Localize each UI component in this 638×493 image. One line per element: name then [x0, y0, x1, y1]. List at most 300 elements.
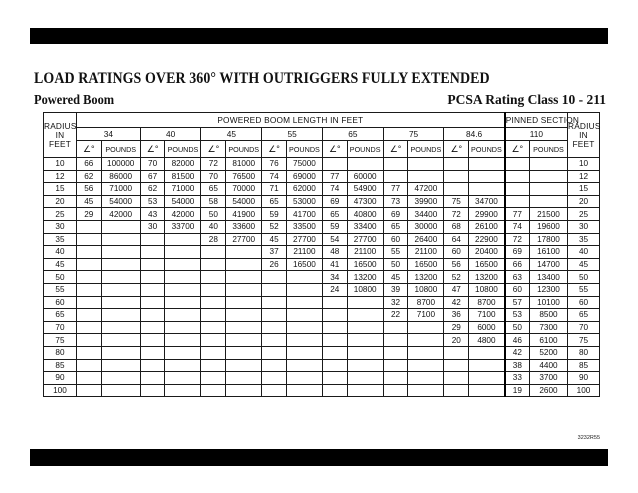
table-row [44, 309, 600, 322]
load-cell: 29900 [469, 208, 505, 221]
load-cell [286, 384, 322, 397]
page-title: LOAD RATINGS OVER 360° WITH OUTRIGGERS FULLY EXTENDED [34, 70, 490, 87]
radius-cell: 25 [44, 208, 77, 221]
angle-cell [383, 359, 408, 372]
radius-cell: 12 [44, 170, 77, 183]
angle-cell: 34 [322, 271, 347, 284]
load-cell: 4800 [469, 334, 505, 347]
load-cell [101, 321, 140, 334]
table-row [44, 384, 600, 397]
load-cell [165, 372, 201, 385]
angle-cell [322, 296, 347, 309]
load-cell: 20400 [469, 246, 505, 259]
load-cell [408, 170, 444, 183]
angle-cell: 59 [262, 208, 287, 221]
table-row [44, 220, 600, 233]
load-cell: 7100 [469, 309, 505, 322]
radius-cell: 90 [44, 372, 77, 385]
angle-cell [383, 170, 408, 183]
angle-cell [383, 372, 408, 385]
angle-cell: 36 [444, 309, 469, 322]
load-cell [286, 271, 322, 284]
load-cell: 47200 [408, 183, 444, 196]
table-row [44, 296, 600, 309]
angle-cell: 33 [505, 372, 530, 385]
load-cell: 13200 [408, 271, 444, 284]
angle-cell [262, 283, 287, 296]
pounds-header: POUNDS [286, 141, 322, 158]
angle-cell [201, 309, 226, 322]
angle-cell [76, 246, 101, 259]
radius-cell-right: 65 [568, 309, 600, 322]
angle-cell: 50 [383, 258, 408, 271]
load-cell [101, 296, 140, 309]
load-cell [529, 158, 567, 171]
load-cell: 16500 [469, 258, 505, 271]
load-cell [529, 195, 567, 208]
angle-cell [76, 359, 101, 372]
angle-cell: 77 [383, 183, 408, 196]
angle-cell [383, 384, 408, 397]
angle-cell [76, 384, 101, 397]
load-cell [286, 334, 322, 347]
load-cell [347, 346, 383, 359]
load-cell: 71000 [165, 183, 201, 196]
angle-cell: 72 [444, 208, 469, 221]
load-cell [101, 271, 140, 284]
angle-cell: 66 [505, 258, 530, 271]
boom-angle-icon: ∠° [511, 143, 524, 154]
rating-class: PCSA Rating Class 10 - 211 [447, 92, 606, 107]
load-cell [226, 283, 262, 296]
angle-cell: 29 [444, 321, 469, 334]
load-cell [165, 283, 201, 296]
load-cell [165, 246, 201, 259]
load-cell: 10800 [469, 283, 505, 296]
angle-cell: 65 [201, 183, 226, 196]
angle-cell: 32 [383, 296, 408, 309]
radius-cell: 20 [44, 195, 77, 208]
angle-cell [383, 334, 408, 347]
load-cell: 41700 [286, 208, 322, 221]
load-cell: 33500 [286, 220, 322, 233]
angle-cell [76, 258, 101, 271]
radius-cell: 80 [44, 346, 77, 359]
angle-cell: 47 [444, 283, 469, 296]
load-cell: 26100 [469, 220, 505, 233]
angle-cell: 50 [201, 208, 226, 221]
boom-angle-icon: ∠° [450, 143, 463, 154]
load-cell [226, 334, 262, 347]
table-row [44, 246, 600, 259]
load-cell: 8500 [529, 309, 567, 322]
load-cell [101, 334, 140, 347]
load-cell: 10800 [408, 283, 444, 296]
load-cell [165, 233, 201, 246]
load-cell: 81000 [226, 158, 262, 171]
load-cell [529, 170, 567, 183]
angle-cell [444, 372, 469, 385]
load-cell [347, 296, 383, 309]
table-row [44, 334, 600, 347]
angle-cell: 68 [444, 220, 469, 233]
radius-cell-right: 35 [568, 233, 600, 246]
reference-code: 3232R55 [577, 435, 600, 441]
radius-cell-right: 45 [568, 258, 600, 271]
load-cell: 39900 [408, 195, 444, 208]
angle-cell: 56 [444, 258, 469, 271]
angle-cell [262, 296, 287, 309]
angle-cell: 64 [444, 233, 469, 246]
load-cell: 76500 [226, 170, 262, 183]
boom-length-110: 110 [505, 128, 568, 141]
load-cell: 21100 [347, 246, 383, 259]
angle-cell: 20 [444, 334, 469, 347]
angle-cell [444, 158, 469, 171]
angle-cell: 37 [262, 246, 287, 259]
angle-cell [140, 359, 165, 372]
load-cell [408, 334, 444, 347]
load-cell [165, 271, 201, 284]
angle-cell [322, 372, 347, 385]
load-cell [226, 258, 262, 271]
radius-cell-right: 30 [568, 220, 600, 233]
angle-cell [322, 359, 347, 372]
angle-cell [140, 258, 165, 271]
angle-cell [140, 246, 165, 259]
radius-cell-right: 40 [568, 246, 600, 259]
load-cell: 16500 [347, 258, 383, 271]
load-cell [469, 158, 505, 171]
load-cell [101, 384, 140, 397]
load-cell: 8700 [408, 296, 444, 309]
load-rating-body [44, 158, 600, 397]
table-row [44, 321, 600, 334]
load-cell: 16500 [286, 258, 322, 271]
radius-cell: 45 [44, 258, 77, 271]
angle-cell: 30 [140, 220, 165, 233]
load-cell: 21100 [408, 246, 444, 259]
pounds-header: POUNDS [101, 141, 140, 158]
angle-cell: 29 [76, 208, 101, 221]
angle-cell [505, 158, 530, 171]
load-cell: 22900 [469, 233, 505, 246]
load-cell: 6100 [529, 334, 567, 347]
load-cell [226, 359, 262, 372]
radius-cell-right: 12 [568, 170, 600, 183]
load-cell [286, 359, 322, 372]
angle-cell: 40 [201, 220, 226, 233]
radius-cell: 70 [44, 321, 77, 334]
load-cell: 17800 [529, 233, 567, 246]
load-cell [101, 309, 140, 322]
load-cell [469, 170, 505, 183]
radius-cell-right: 60 [568, 296, 600, 309]
angle-cell [76, 296, 101, 309]
load-cell: 82000 [165, 158, 201, 171]
angle-cell: 46 [505, 334, 530, 347]
angle-cell: 71 [262, 183, 287, 196]
angle-cell: 70 [201, 170, 226, 183]
angle-cell: 73 [383, 195, 408, 208]
load-cell [286, 309, 322, 322]
radius-cell: 60 [44, 296, 77, 309]
load-cell [226, 309, 262, 322]
boom-angle-icon: ∠° [82, 143, 95, 154]
load-cell [347, 334, 383, 347]
table-row [44, 195, 600, 208]
angle-cell: 66 [76, 158, 101, 171]
angle-cell: 45 [262, 233, 287, 246]
load-cell [286, 346, 322, 359]
angle-cell: 55 [383, 246, 408, 259]
angle-cell: 22 [383, 309, 408, 322]
angle-cell [140, 372, 165, 385]
boom-angle-header [201, 141, 226, 158]
load-cell: 16100 [529, 246, 567, 259]
angle-cell: 52 [444, 271, 469, 284]
radius-cell-right: 100 [568, 384, 600, 397]
load-cell [165, 296, 201, 309]
angle-cell [262, 346, 287, 359]
boom-angle-header [383, 141, 408, 158]
load-cell: 4400 [529, 359, 567, 372]
angle-cell [322, 309, 347, 322]
load-cell [347, 321, 383, 334]
table-row [44, 170, 600, 183]
load-cell: 81500 [165, 170, 201, 183]
load-cell [101, 372, 140, 385]
angle-cell: 69 [505, 246, 530, 259]
load-cell [529, 183, 567, 196]
load-cell: 21500 [529, 208, 567, 221]
angle-cell: 58 [201, 195, 226, 208]
angle-cell [140, 346, 165, 359]
table-row [44, 233, 600, 246]
angle-cell: 53 [505, 309, 530, 322]
boom-angle-icon: ∠° [328, 143, 341, 154]
angle-cell: 26 [262, 258, 287, 271]
angle-cell [262, 271, 287, 284]
radius-cell: 55 [44, 283, 77, 296]
angle-cell [140, 296, 165, 309]
angle-cell: 41 [322, 258, 347, 271]
angle-cell [76, 309, 101, 322]
angle-cell [76, 220, 101, 233]
angle-cell [505, 183, 530, 196]
angle-cell [201, 384, 226, 397]
load-cell: 13200 [347, 271, 383, 284]
table-row [44, 271, 600, 284]
load-cell: 41900 [226, 208, 262, 221]
angle-cell: 56 [76, 183, 101, 196]
load-cell: 5200 [529, 346, 567, 359]
table-row [44, 283, 600, 296]
table-row [44, 346, 600, 359]
boom-angle-header [505, 141, 530, 158]
boom-length-55: 55 [262, 128, 323, 141]
angle-cell [201, 334, 226, 347]
pounds-header: POUNDS [408, 141, 444, 158]
boom-angle-header [444, 141, 469, 158]
angle-cell: 39 [383, 283, 408, 296]
radius-header-left: RADIUS IN FEET [44, 113, 77, 158]
angle-cell [140, 321, 165, 334]
angle-cell: 74 [262, 170, 287, 183]
angle-cell: 59 [322, 220, 347, 233]
load-cell: 62000 [286, 183, 322, 196]
angle-cell [76, 271, 101, 284]
load-cell: 27700 [286, 233, 322, 246]
angle-cell [76, 372, 101, 385]
angle-cell: 76 [262, 158, 287, 171]
radius-cell-right: 85 [568, 359, 600, 372]
load-cell: 16500 [408, 258, 444, 271]
boom-length-75: 75 [383, 128, 444, 141]
radius-cell: 75 [44, 334, 77, 347]
radius-cell-right: 50 [568, 271, 600, 284]
top-black-bar [30, 28, 608, 44]
boom-angle-header [262, 141, 287, 158]
load-cell [408, 384, 444, 397]
radius-cell-right: 90 [568, 372, 600, 385]
boom-angle-header [76, 141, 101, 158]
powered-boom-length-header: POWERED BOOM LENGTH IN FEET [76, 113, 504, 128]
angle-cell [262, 309, 287, 322]
radius-cell: 10 [44, 158, 77, 171]
angle-cell: 45 [383, 271, 408, 284]
boom-length-45: 45 [201, 128, 262, 141]
load-cell: 69000 [286, 170, 322, 183]
load-cell [408, 158, 444, 171]
angle-cell: 72 [505, 233, 530, 246]
load-cell: 54000 [226, 195, 262, 208]
angle-cell: 54 [322, 233, 347, 246]
pounds-header: POUNDS [226, 141, 262, 158]
radius-cell-right: 20 [568, 195, 600, 208]
radius-cell: 15 [44, 183, 77, 196]
radius-cell-right: 70 [568, 321, 600, 334]
load-cell: 33700 [165, 220, 201, 233]
load-cell [101, 220, 140, 233]
angle-cell: 70 [140, 158, 165, 171]
angle-cell: 42 [444, 296, 469, 309]
load-cell [165, 334, 201, 347]
load-rating-table [43, 112, 600, 397]
angle-cell: 65 [262, 195, 287, 208]
pounds-header: POUNDS [165, 141, 201, 158]
angle-cell: 19 [505, 384, 530, 397]
angle-cell [505, 195, 530, 208]
boom-length-34: 34 [76, 128, 140, 141]
angle-cell [322, 334, 347, 347]
table-row [44, 158, 600, 171]
radius-cell: 100 [44, 384, 77, 397]
load-cell: 33400 [347, 220, 383, 233]
load-cell [286, 296, 322, 309]
load-cell: 27700 [226, 233, 262, 246]
angle-cell [444, 183, 469, 196]
load-cell [286, 283, 322, 296]
load-cell [165, 321, 201, 334]
angle-cell [201, 359, 226, 372]
angle-cell [140, 309, 165, 322]
pounds-header: POUNDS [529, 141, 567, 158]
angle-cell: 77 [322, 170, 347, 183]
load-cell [408, 321, 444, 334]
load-cell: 34400 [408, 208, 444, 221]
load-cell: 54900 [347, 183, 383, 196]
radius-header-right: RADIUS IN FEET [568, 113, 600, 158]
load-cell [469, 346, 505, 359]
load-cell [286, 372, 322, 385]
load-cell: 86000 [101, 170, 140, 183]
angle-cell [262, 334, 287, 347]
load-cell: 12300 [529, 283, 567, 296]
pounds-header: POUNDS [347, 141, 383, 158]
load-cell: 13400 [529, 271, 567, 284]
angle-cell [444, 359, 469, 372]
load-cell: 2600 [529, 384, 567, 397]
table-row [44, 208, 600, 221]
table-row [44, 183, 600, 196]
load-cell [226, 384, 262, 397]
load-cell [165, 359, 201, 372]
angle-cell [505, 170, 530, 183]
load-cell [347, 372, 383, 385]
angle-cell [140, 283, 165, 296]
angle-cell: 28 [201, 233, 226, 246]
angle-cell: 24 [322, 283, 347, 296]
load-cell: 27700 [347, 233, 383, 246]
load-cell [469, 183, 505, 196]
angle-cell [201, 321, 226, 334]
load-cell [165, 384, 201, 397]
radius-cell-right: 25 [568, 208, 600, 221]
load-cell: 70000 [226, 183, 262, 196]
radius-cell-right: 80 [568, 346, 600, 359]
angle-cell [262, 321, 287, 334]
angle-cell [262, 372, 287, 385]
load-cell [347, 309, 383, 322]
angle-cell [262, 359, 287, 372]
angle-cell [140, 384, 165, 397]
load-cell [165, 258, 201, 271]
boom-length-40: 40 [140, 128, 201, 141]
column-subheader-row [44, 141, 600, 158]
angle-cell: 45 [76, 195, 101, 208]
load-cell [408, 359, 444, 372]
angle-cell: 43 [140, 208, 165, 221]
angle-cell [201, 346, 226, 359]
load-cell: 47300 [347, 195, 383, 208]
radius-cell: 30 [44, 220, 77, 233]
load-cell: 21100 [286, 246, 322, 259]
load-cell [469, 372, 505, 385]
angle-cell [76, 321, 101, 334]
load-cell [347, 158, 383, 171]
load-cell [347, 359, 383, 372]
angle-cell [201, 258, 226, 271]
bottom-black-bar [30, 449, 608, 466]
load-cell [165, 309, 201, 322]
radius-cell: 35 [44, 233, 77, 246]
load-cell: 54000 [165, 195, 201, 208]
load-cell [408, 372, 444, 385]
load-cell: 10100 [529, 296, 567, 309]
radius-cell: 65 [44, 309, 77, 322]
angle-cell [322, 321, 347, 334]
